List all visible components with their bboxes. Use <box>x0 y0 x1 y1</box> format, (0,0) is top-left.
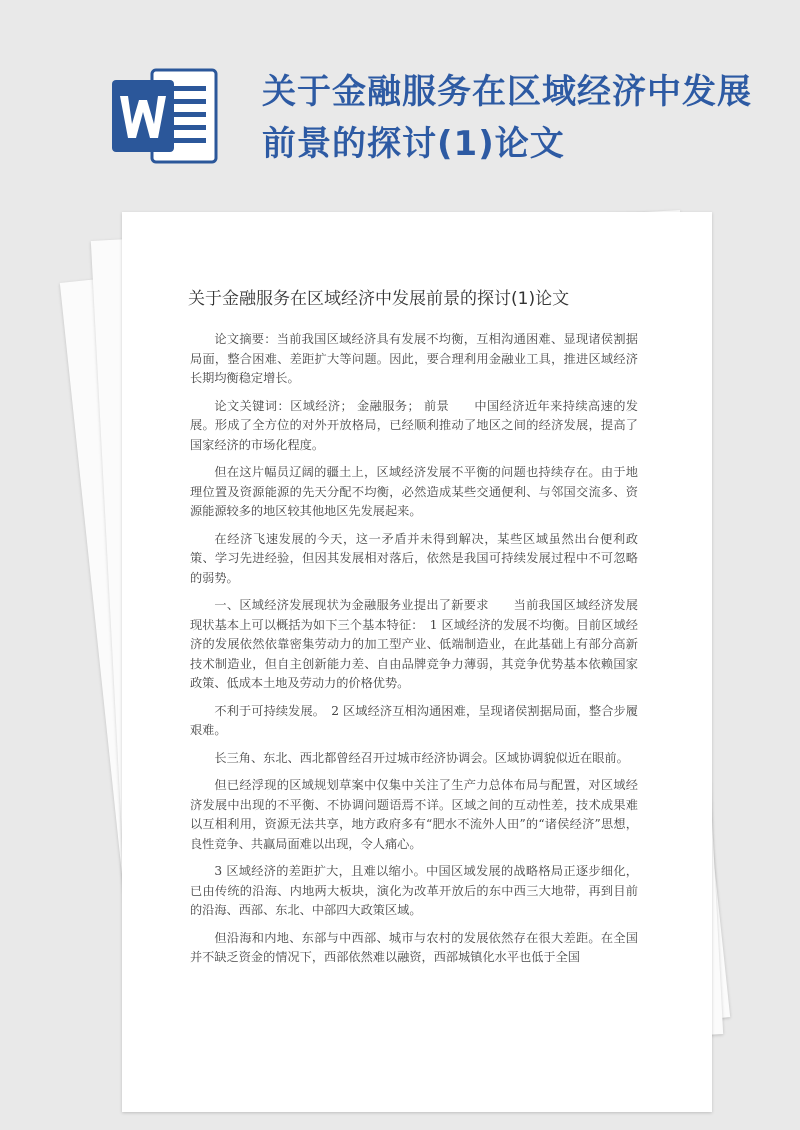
paragraph: 在经济飞速发展的今天，这一矛盾并未得到解决，某些区域虽然出台便利政策、学习先进经验，但因其发展相对落后，依然是我国可持续发展过程中不可忽略的弱势。 <box>190 531 638 585</box>
paragraph: 不利于可持续发展。 2 区域经济互相沟通困难，呈现诸侯割据局面，整合步履艰难。 <box>190 703 638 737</box>
paragraph: 论文关键词：区域经济； 金融服务； 前景 中国经济近年来持续高速的发展。形成了全方位的对外开放格局，已经顺利推动了地区之间的经济发展，提高了国家经济的市场化程度。 <box>190 398 638 452</box>
paragraph: 但已经浮现的区域规划草案中仅集中关注了生产力总体布局与配置，对区域经济发展中出现的不平衡、不协调问题语焉不详。区域之间的互动性差，技术成果难以互相利用，资源无法共享，地方政府多有“肥水不流外人田”的“诸侯经济”思想，良性竞争、共赢局面难以出现，令人痛心。 <box>190 778 638 851</box>
document-title: 关于金融服务在区域经济中发展前景的探讨(1)论文 <box>262 72 752 164</box>
paragraph: 但沿海和内地、东部与中西部、城市与农村的发展依然存在很大差距。在全国并不缺乏资金的情况下，西部依然难以融资，西部城镇化水平也低于全国 <box>190 930 638 964</box>
paragraph: 长三角、东北、西北都曾经召开过城市经济协调会。区域协调貌似近在眼前。 <box>214 750 629 765</box>
paragraph: 一、区域经济发展现状为金融服务业提出了新要求 当前我国区域经济发展现状基本上可以概括为如下三个基本特征： 1 区域经济的发展不均衡。目前区域经济的发展依然依靠密集劳动力的加工型产业、低端制造业，在此基础上有部分高新技术制造业，但自主创新能力差、自由品牌竞争力薄弱，其竞争优势基本依赖国家政策、低成本土地及劳动力的价格优势。 <box>190 598 638 690</box>
document-page <box>122 212 712 1112</box>
paragraph: 3 区域经济的差距扩大，且难以缩小。中国区域发展的战略格局正逐步细化，已由传统的沿海、内地两大板块，演化为改革开放后的东中西三大地带，再到目前的沿海、西部、东北、中部四大政策区域。 <box>190 864 638 917</box>
page-heading: 关于金融服务在区域经济中发展前景的探讨(1)论文 <box>188 289 570 309</box>
word-document-icon <box>110 66 222 166</box>
paragraph: 但在这片幅员辽阔的疆土上，区域经济发展不平衡的问题也持续存在。由于地理位置及资源能源的先天分配不均衡，必然造成某些交通便利、与邻国交流多、资源能源较多的地区较其他地区先发展起来。 <box>190 465 638 518</box>
paragraph: 论文摘要：当前我国区域经济具有发展不均衡，互相沟通困难、显现诸侯割据局面，整合困难、差距扩大等问题。因此，要合理利用金融业工具，推进区域经济长期均衡稳定增长。 <box>190 332 638 385</box>
header <box>0 0 800 190</box>
document-body <box>190 330 638 976</box>
